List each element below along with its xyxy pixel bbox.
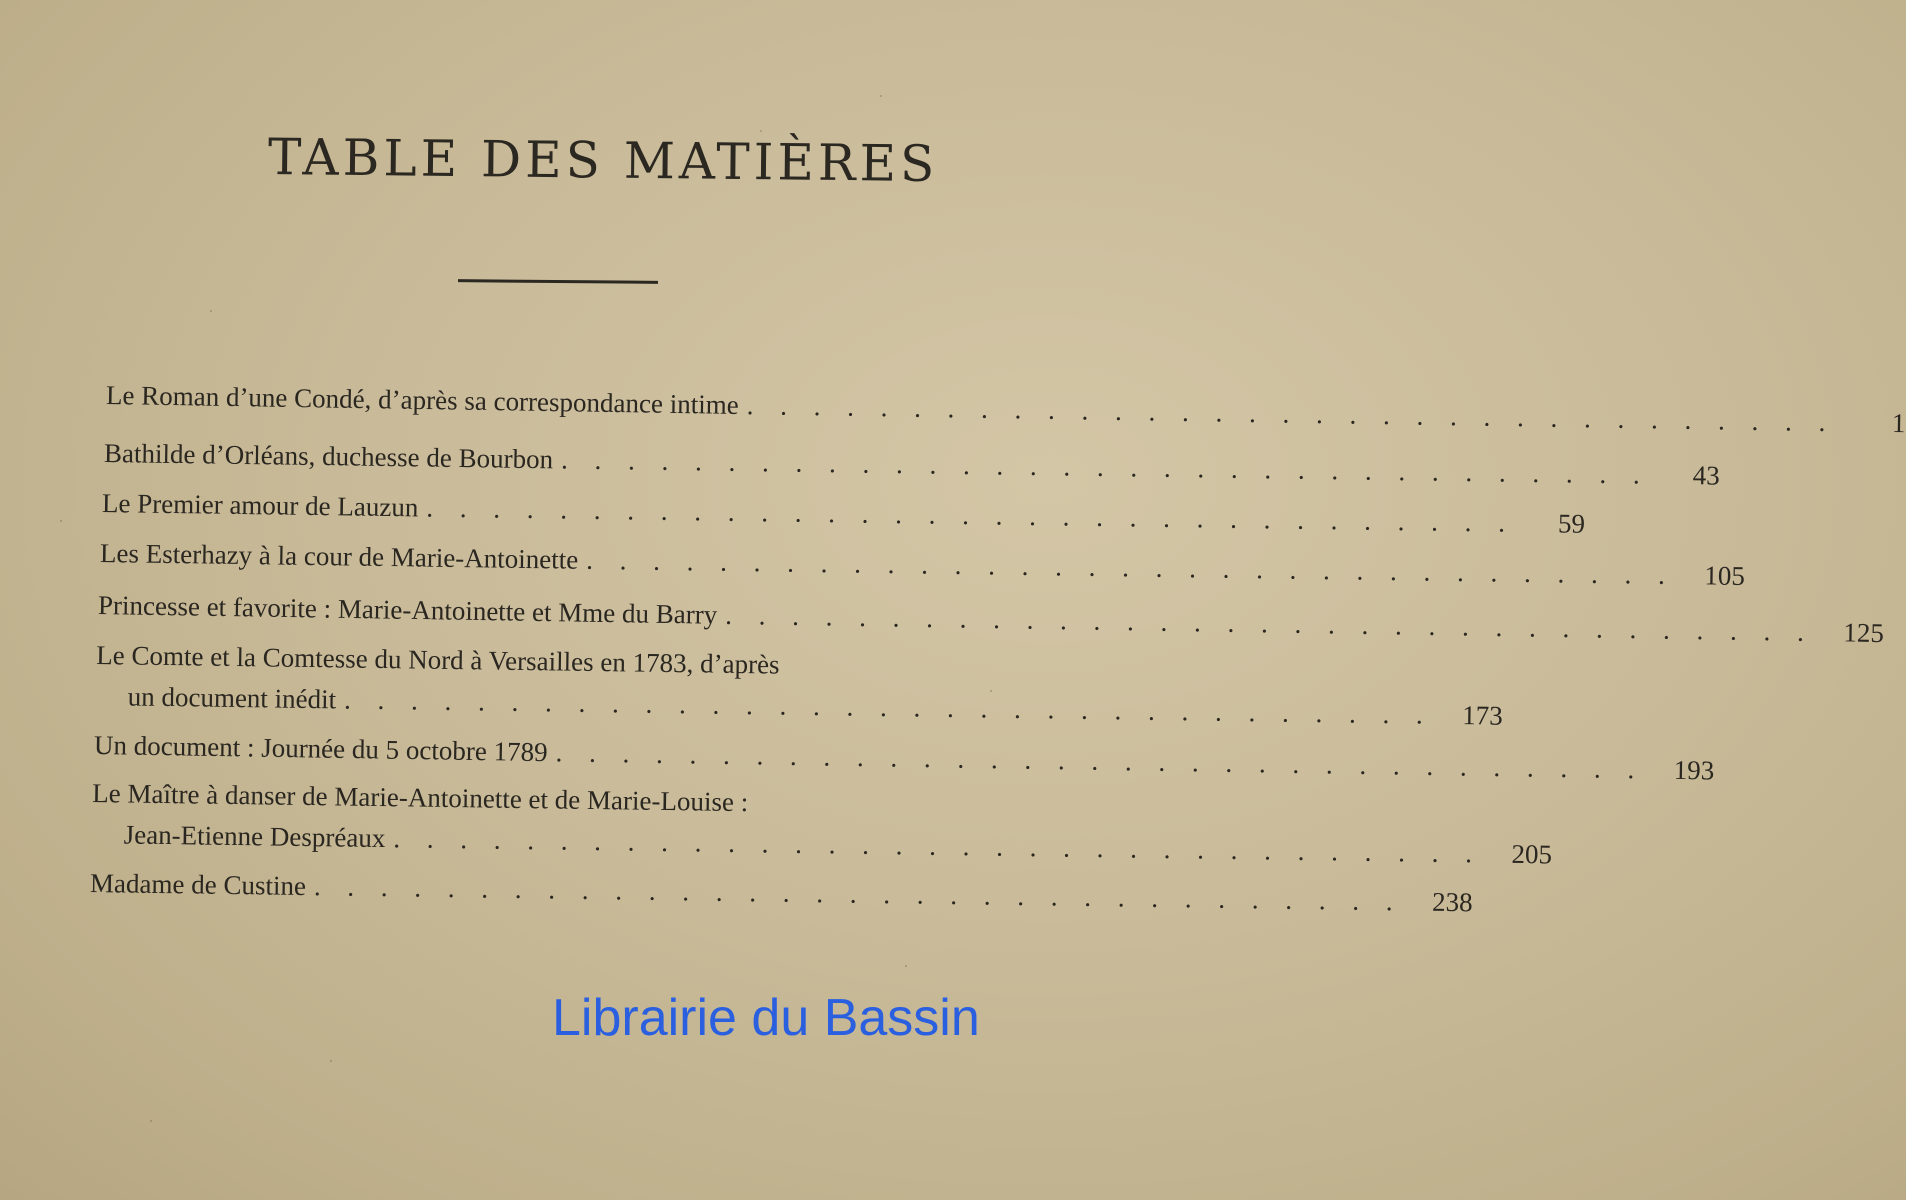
toc-entry bbox=[99, 538, 1746, 591]
toc-entry bbox=[101, 488, 1586, 539]
toc-entry bbox=[95, 640, 1504, 731]
dot-leader: . . . . . . . . . . . . . . . . . . . . . . . . . . . . . . . . . bbox=[746, 390, 1836, 438]
toc-entry-title: Les Esterhazy à la cour de Marie-Antoinette bbox=[99, 538, 579, 575]
toc-entry bbox=[89, 868, 1473, 918]
watermark: Librairie du Bassin bbox=[552, 989, 980, 1047]
dot-leader: . . . . . . . . . . . . . . . . . . . . . . . . . . . . . . . . . bbox=[343, 684, 1434, 730]
dot-leader: . . . . . . . . . . . . . . . . . . . . . . . . . . . . . . . . . bbox=[313, 871, 1403, 917]
toc-entry bbox=[103, 438, 1720, 491]
toc-entry-title: Bathilde d’Orléans, duchesse de Bourbon bbox=[103, 438, 554, 475]
dot-leader: . . . . . . . . . . . . . . . . . . . . . . . . . . . . . . . . . bbox=[393, 823, 1483, 869]
toc-entry bbox=[97, 590, 1885, 649]
toc-entry-title: Madame de Custine bbox=[89, 868, 307, 902]
toc-entry-title: Princesse et favorite : Marie-Antoinette et Mme du Barry bbox=[97, 590, 718, 630]
toc-entry-page: 105 bbox=[1704, 560, 1746, 591]
toc-entry bbox=[93, 730, 1715, 786]
toc-entry-title: Un document : Journée du 5 octobre 1789 bbox=[93, 730, 548, 768]
dot-leader: . . . . . . . . . . . . . . . . . . . . . . . . . . . . . . . . . bbox=[555, 737, 1645, 785]
dot-leader: . . . . . . . . . . . . . . . . . . . . . . . . . . . . . . . . . bbox=[426, 492, 1516, 538]
toc-entry-page: 1 bbox=[1891, 408, 1906, 439]
page-title: TABLE DES MATIÈRES bbox=[267, 128, 939, 194]
toc-entry-page: 173 bbox=[1462, 700, 1504, 731]
dot-leader: . . . . . . . . . . . . . . . . . . . . . . . . . . . . . . . . . bbox=[725, 599, 1815, 647]
toc-entry-page: 125 bbox=[1843, 617, 1885, 649]
toc-entry-title: Le Maître à danser de Marie-Antoinette et de Marie-Louise : bbox=[92, 778, 749, 818]
toc-entry-page: 205 bbox=[1511, 838, 1553, 870]
toc-entry bbox=[91, 778, 1553, 870]
toc-entry-page: 59 bbox=[1557, 508, 1586, 539]
toc-entry-title-continuation: un document inédit bbox=[127, 681, 337, 715]
toc-entry-page: 238 bbox=[1431, 886, 1473, 918]
toc-entry-title: Le Roman d’une Condé, d’après sa correspondance intime bbox=[105, 380, 739, 420]
dot-leader: . . . . . . . . . . . . . . . . . . . . . . . . . . . . . . . . . bbox=[560, 444, 1650, 490]
toc-entry-page: 193 bbox=[1673, 754, 1715, 786]
dot-leader: . . . . . . . . . . . . . . . . . . . . . . . . . . . . . . . . . bbox=[586, 544, 1676, 590]
toc-entry bbox=[105, 380, 1906, 439]
toc-entry-title: Le Premier amour de Lauzun bbox=[101, 488, 419, 523]
toc-entry-title: Le Comte et la Comtesse du Nord à Versailles en 1783, d’après bbox=[96, 640, 780, 680]
toc-entry-page: 43 bbox=[1692, 460, 1720, 491]
toc-entry-title-continuation: Jean-Etienne Despréaux bbox=[123, 819, 386, 854]
